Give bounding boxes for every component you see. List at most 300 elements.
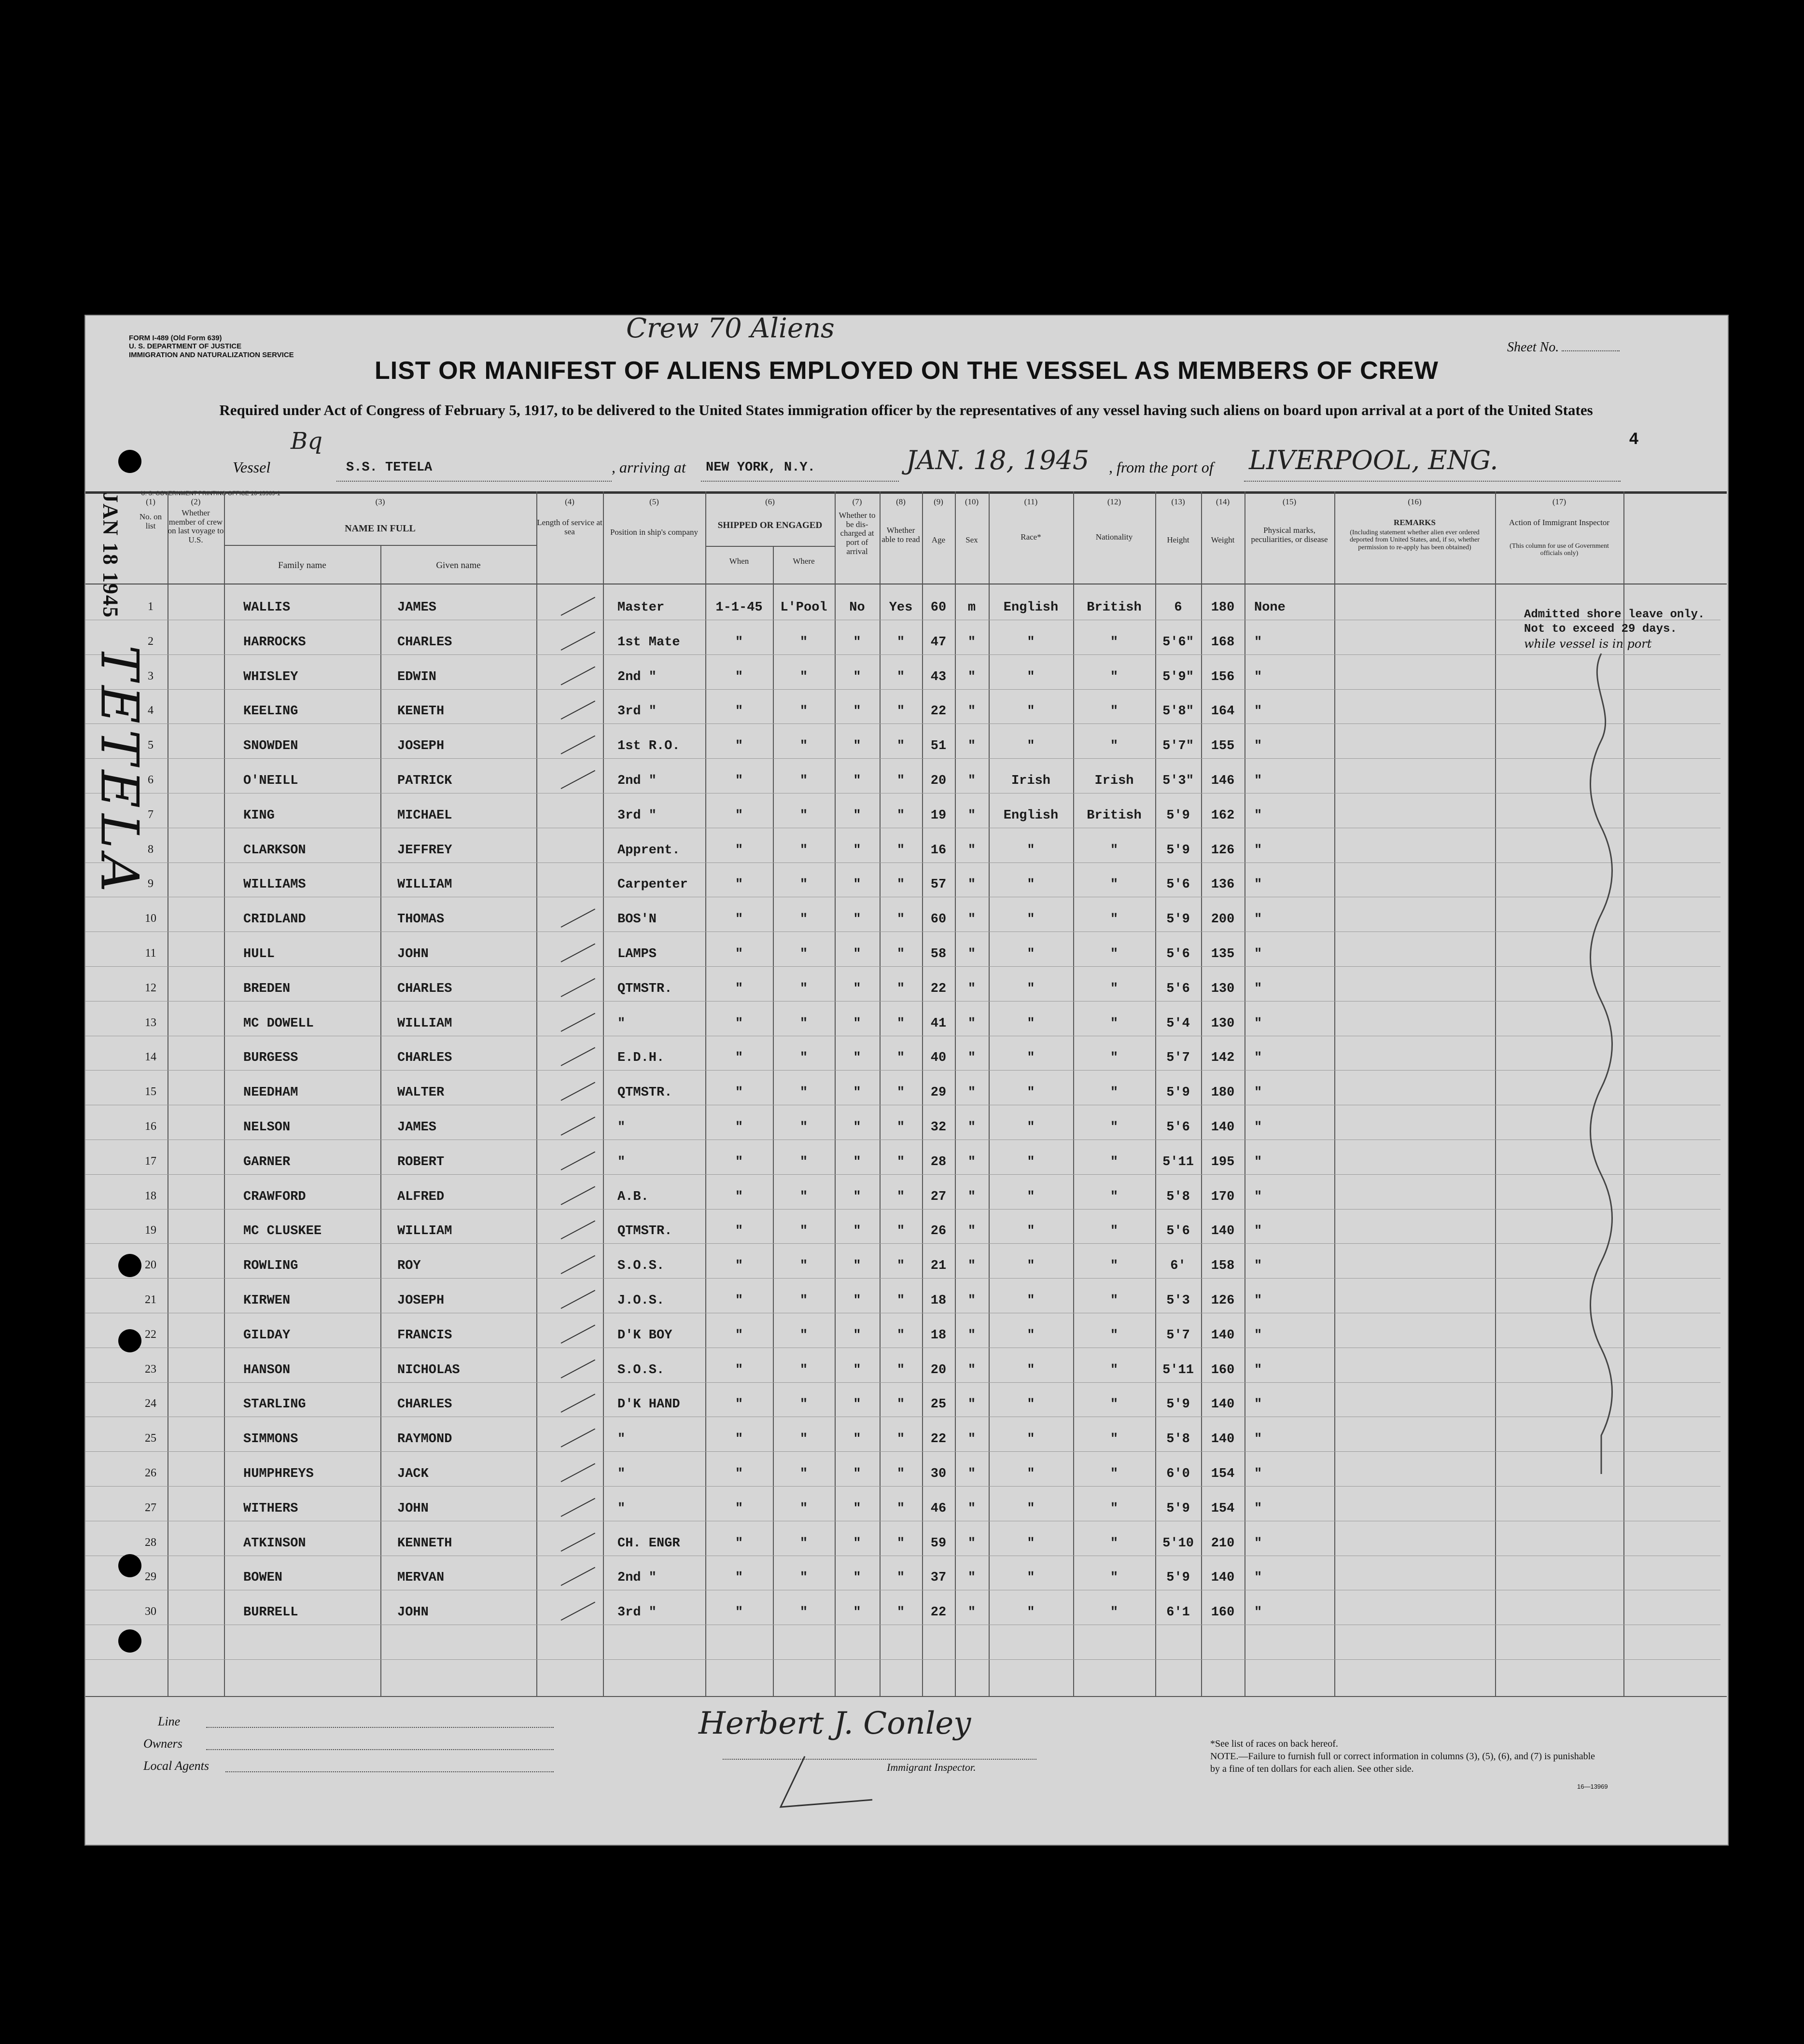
cell-family: SIMMONS	[243, 1432, 298, 1447]
cell-sex: "	[967, 1259, 976, 1274]
cell-age: 22	[930, 1605, 947, 1620]
cell-read: "	[896, 1501, 905, 1516]
failure-note: NOTE.—Failure to furnish full or correct information in columns (3), (5), (6), and (7) is punishable by a fine of ten dollars for each alien. See other side.	[1210, 1751, 1595, 1774]
cell-nat: "	[1110, 704, 1119, 719]
inspector-signature: Herbert J. Conley	[699, 1706, 971, 1741]
print-code: 16—13969	[1577, 1783, 1608, 1790]
cell-position: QTMSTR.	[617, 1085, 672, 1100]
cell-weight: 155	[1211, 739, 1235, 754]
cell-read: "	[896, 1120, 905, 1135]
cell-age: 60	[930, 912, 947, 927]
cell-disch: "	[853, 669, 861, 684]
col-given-name: Given name	[436, 560, 481, 570]
cell-position: 1st R.O.	[617, 739, 680, 754]
column-number: (14)	[1216, 497, 1230, 506]
cell-family: WALLIS	[243, 600, 291, 615]
cell-family: BOWEN	[243, 1571, 283, 1585]
cell-given: KENETH	[397, 704, 445, 719]
cell-when: "	[735, 704, 743, 719]
cell-read: "	[896, 669, 905, 684]
cell-nat: "	[1110, 1259, 1119, 1274]
cell-height: 5'8	[1166, 1432, 1190, 1447]
cell-height: 5'8	[1166, 1189, 1190, 1204]
service: IMMIGRATION AND NATURALIZATION SERVICE	[129, 350, 294, 359]
cell-weight: 135	[1211, 947, 1235, 961]
col-length: Length of service at sea	[537, 518, 602, 536]
cell-marks: "	[1254, 1085, 1262, 1100]
cell-height: 5'9	[1166, 1397, 1190, 1412]
col-sex: Sex	[965, 535, 978, 544]
table-row	[85, 1224, 1623, 1259]
cell-where: L'Pool	[780, 600, 827, 615]
cell-given: JOHN	[397, 1605, 429, 1620]
line-label: Line	[158, 1714, 181, 1728]
cell-weight: 140	[1211, 1120, 1235, 1135]
cell-read: "	[896, 843, 905, 858]
cell-when: "	[735, 1501, 743, 1516]
length-of-service-mark	[561, 597, 596, 616]
cell-race: "	[1027, 1467, 1035, 1481]
cell-age: 22	[930, 981, 947, 996]
cell-position: 3rd "	[617, 808, 657, 823]
cell-race: "	[1027, 1154, 1035, 1169]
cell-nat: "	[1110, 635, 1119, 650]
column-number: (8)	[896, 497, 906, 506]
cell-marks: "	[1254, 1363, 1262, 1377]
form-header	[129, 334, 332, 359]
cell-when: "	[735, 1154, 743, 1169]
vessel-underline	[336, 480, 612, 482]
cell-marks: "	[1254, 774, 1262, 788]
cell-height: 5'3	[1166, 1293, 1190, 1308]
from-port-label: , from the port of	[1109, 459, 1214, 476]
cell-weight: 154	[1211, 1467, 1235, 1481]
cell-where: "	[799, 1154, 808, 1169]
cell-given: JAMES	[397, 1120, 437, 1135]
cell-no: 18	[145, 1189, 156, 1202]
cell-nat: British	[1087, 600, 1142, 615]
cell-sex: "	[967, 1051, 976, 1066]
cell-given: JACK	[397, 1467, 429, 1481]
cell-when: "	[735, 843, 743, 858]
cell-race: English	[1003, 600, 1059, 615]
action-note-line3: while vessel is in port	[1524, 637, 1652, 651]
cell-read: "	[896, 739, 905, 754]
cell-nat: "	[1110, 1501, 1119, 1516]
cell-nat: British	[1087, 808, 1142, 823]
cell-marks: "	[1254, 1328, 1262, 1343]
table-row	[85, 1397, 1623, 1432]
cell-where: "	[799, 1085, 808, 1100]
cell-sex: "	[967, 981, 976, 996]
page-subtitle: Required under Act of Congress of February 5, 1917, to be delivered to the United States immigration officer by the representatives of any vessel having such aliens on board upon arrival at a port of the United States	[219, 402, 1593, 418]
table-row	[85, 739, 1623, 774]
cell-nat: "	[1110, 1467, 1119, 1481]
cell-no: 17	[145, 1154, 156, 1168]
cell-when: "	[735, 1051, 743, 1066]
cell-where: "	[799, 1605, 808, 1620]
cell-read: "	[896, 1397, 905, 1412]
cell-position: 1st Mate	[617, 635, 680, 650]
cell-no: 23	[145, 1363, 156, 1376]
cell-read: "	[896, 947, 905, 961]
cell-read: "	[896, 1189, 905, 1204]
cell-sex: "	[967, 1154, 976, 1169]
cell-weight: 168	[1211, 635, 1235, 650]
col-race: Race*	[1021, 532, 1041, 542]
cell-age: 28	[930, 1154, 947, 1169]
table-row	[85, 947, 1623, 982]
cell-given: CHARLES	[397, 1397, 452, 1412]
cell-position: S.O.S.	[617, 1363, 665, 1377]
cell-given: ROBERT	[397, 1154, 445, 1169]
cell-read: "	[896, 1085, 905, 1100]
cell-when: "	[735, 1328, 743, 1343]
cell-when: "	[735, 1259, 743, 1274]
cell-race: "	[1027, 1259, 1035, 1274]
cell-read: "	[896, 1571, 905, 1585]
cell-age: 29	[930, 1085, 947, 1100]
cell-disch: "	[853, 808, 861, 823]
punch-hole	[118, 1554, 141, 1577]
cell-marks: "	[1254, 635, 1262, 650]
cell-height: 5'7"	[1162, 739, 1194, 754]
cell-position: "	[617, 1467, 626, 1481]
table-row	[85, 1605, 1623, 1640]
col-member: Whether member of crew on last voyage to U.S.	[168, 508, 224, 545]
cell-family: HANSON	[243, 1363, 291, 1377]
cell-race: "	[1027, 912, 1035, 927]
table-top-border	[85, 491, 1727, 494]
cell-given: THOMAS	[397, 912, 445, 927]
signature-line	[723, 1759, 1036, 1760]
cell-race: "	[1027, 1605, 1035, 1620]
cell-disch: "	[853, 1224, 861, 1239]
cell-when: "	[735, 947, 743, 961]
cell-given: MERVAN	[397, 1571, 445, 1585]
cell-position: 3rd "	[617, 704, 657, 719]
table-row	[85, 1293, 1623, 1328]
cell-position: D'K HAND	[617, 1397, 680, 1412]
cell-height: 6'1	[1166, 1605, 1190, 1620]
cell-race: "	[1027, 1016, 1035, 1031]
cell-no: 7	[148, 808, 154, 821]
arriving-label: , arriving at	[612, 459, 686, 476]
cell-race: "	[1027, 1051, 1035, 1066]
cell-position: 2nd "	[617, 774, 657, 788]
cell-age: 46	[930, 1501, 947, 1516]
cell-where: "	[799, 947, 808, 961]
cell-age: 43	[930, 669, 947, 684]
table-row	[85, 982, 1623, 1016]
cell-given: FRANCIS	[397, 1328, 452, 1343]
cell-sex: "	[967, 1467, 976, 1481]
cell-age: 21	[930, 1259, 947, 1274]
col-remarks: REMARKS	[1394, 518, 1436, 527]
cell-when: "	[735, 635, 743, 650]
cell-no: 27	[145, 1501, 156, 1514]
cell-age: 22	[930, 1432, 947, 1447]
col-read: Whether able to read	[881, 526, 920, 544]
col-where: Where	[793, 556, 815, 566]
cell-family: BURGESS	[243, 1051, 298, 1066]
cell-no: 4	[148, 704, 154, 717]
cell-when: "	[735, 1536, 743, 1551]
table-row	[85, 1120, 1623, 1155]
cell-nat: "	[1110, 981, 1119, 996]
cell-nat: "	[1110, 947, 1119, 961]
cell-where: "	[799, 1189, 808, 1204]
cell-family: BURRELL	[243, 1605, 298, 1620]
date-stamp: JAN 18 1945	[98, 492, 123, 619]
cell-sex: "	[967, 1501, 976, 1516]
column-number: (3)	[375, 497, 385, 506]
page-number: 4	[1629, 430, 1638, 448]
cell-sex: "	[967, 808, 976, 823]
cell-where: "	[799, 877, 808, 892]
cell-marks: "	[1254, 669, 1262, 684]
cell-given: WALTER	[397, 1085, 445, 1100]
cell-race: "	[1027, 877, 1035, 892]
cell-position: "	[617, 1154, 626, 1169]
cell-height: 5'6"	[1162, 635, 1194, 650]
cell-nat: "	[1110, 877, 1119, 892]
footer-border	[85, 1696, 1727, 1697]
cell-weight: 200	[1211, 912, 1235, 927]
cell-when: "	[735, 912, 743, 927]
cell-weight: 140	[1211, 1224, 1235, 1239]
cell-read: "	[896, 1224, 905, 1239]
cell-position: LAMPS	[617, 947, 657, 961]
cell-race: "	[1027, 1363, 1035, 1377]
cell-race: "	[1027, 1501, 1035, 1516]
cell-given: JAMES	[397, 600, 437, 615]
cell-family: HARROCKS	[243, 635, 306, 650]
cell-disch: "	[853, 1085, 861, 1100]
cell-position: A.B.	[617, 1189, 649, 1204]
vessel-name: S.S. TETELA	[346, 460, 433, 475]
cell-when: 1-1-45	[715, 600, 763, 615]
cell-where: "	[799, 1432, 808, 1447]
table-row	[85, 877, 1623, 912]
shipped-header-divider	[705, 546, 835, 547]
cell-when: "	[735, 1016, 743, 1031]
cell-family: WHISLEY	[243, 669, 298, 684]
cell-where: "	[799, 808, 808, 823]
cell-weight: 140	[1211, 1432, 1235, 1447]
table-row	[85, 670, 1623, 705]
column-number: (10)	[965, 497, 979, 506]
cell-disch: "	[853, 1605, 861, 1620]
form-code: FORM I-489 (Old Form 639)	[129, 334, 222, 342]
col-family-name: Family name	[278, 560, 326, 570]
cell-where: "	[799, 1051, 808, 1066]
department: U. S. DEPARTMENT OF JUSTICE	[129, 342, 242, 351]
cell-position: J.O.S.	[617, 1293, 665, 1308]
col-name-in-full: NAME IN FULL	[345, 523, 416, 534]
table-row	[85, 912, 1623, 947]
cell-height: 5'6	[1166, 981, 1190, 996]
cell-family: O'NEILL	[243, 774, 298, 788]
cell-no: 14	[145, 1051, 156, 1064]
cell-age: 32	[930, 1120, 947, 1135]
cell-nat: "	[1110, 1051, 1119, 1066]
cell-where: "	[799, 669, 808, 684]
cell-marks: "	[1254, 1259, 1262, 1274]
cell-read: "	[896, 912, 905, 927]
cell-weight: 160	[1211, 1363, 1235, 1377]
cell-weight: 146	[1211, 774, 1235, 788]
cell-when: "	[735, 739, 743, 754]
column-number: (6)	[765, 497, 775, 506]
table-row	[85, 808, 1623, 843]
cell-height: 5'4	[1166, 1016, 1190, 1031]
cell-given: WILLIAM	[397, 1016, 452, 1031]
cell-given: WILLIAM	[397, 1224, 452, 1239]
cell-nat: "	[1110, 1189, 1119, 1204]
cell-when: "	[735, 1363, 743, 1377]
punch-hole	[118, 1629, 141, 1653]
cell-marks: "	[1254, 981, 1262, 996]
cell-height: 5'11	[1162, 1154, 1194, 1169]
cell-sex: "	[967, 635, 976, 650]
cell-family: STARLING	[243, 1397, 306, 1412]
cell-family: BREDEN	[243, 981, 291, 996]
cell-height: 5'9	[1166, 1571, 1190, 1585]
cell-weight: 158	[1211, 1259, 1235, 1274]
cell-nat: "	[1110, 1120, 1119, 1135]
cell-race: "	[1027, 1328, 1035, 1343]
table-row	[85, 1536, 1623, 1571]
arriving-underline	[701, 480, 899, 482]
cell-height: 5'10	[1162, 1536, 1194, 1551]
table-row	[85, 1328, 1623, 1363]
cell-disch: "	[853, 912, 861, 927]
cell-given: CHARLES	[397, 635, 452, 650]
cell-read: "	[896, 1016, 905, 1031]
cell-where: "	[799, 704, 808, 719]
cell-weight: 156	[1211, 669, 1235, 684]
owners-field	[206, 1749, 554, 1750]
vessel-label: Vessel	[233, 459, 271, 476]
table-row	[85, 843, 1623, 878]
cell-weight: 126	[1211, 1293, 1235, 1308]
cell-height: 5'8"	[1162, 704, 1194, 719]
cell-age: 57	[930, 877, 947, 892]
cell-no: 13	[145, 1016, 156, 1029]
cell-marks: "	[1254, 877, 1262, 892]
local-agents-field	[225, 1771, 554, 1772]
line-field	[206, 1727, 554, 1728]
cell-disch: "	[853, 635, 861, 650]
cell-sex: "	[967, 1432, 976, 1447]
cell-nat: "	[1110, 1363, 1119, 1377]
cell-age: 47	[930, 635, 947, 650]
cell-no: 28	[145, 1536, 156, 1549]
manifest-sheet	[84, 315, 1729, 1846]
cell-race: "	[1027, 1085, 1035, 1100]
cell-where: "	[799, 1363, 808, 1377]
cell-family: MC CLUSKEE	[243, 1224, 322, 1239]
cell-family: KEELING	[243, 704, 298, 719]
cell-read: "	[896, 1363, 905, 1377]
cell-when: "	[735, 1085, 743, 1100]
cell-no: 11	[145, 947, 156, 959]
cell-nat: "	[1110, 1154, 1119, 1169]
cell-disch: "	[853, 1571, 861, 1585]
cell-marks: "	[1254, 1051, 1262, 1066]
cell-sex: "	[967, 669, 976, 684]
cell-disch: "	[853, 739, 861, 754]
col-discharged: Whether to be dis-charged at port of arrival	[839, 511, 876, 556]
cell-height: 5'6	[1166, 877, 1190, 892]
cell-where: "	[799, 1293, 808, 1308]
cell-weight: 180	[1211, 1085, 1235, 1100]
cell-given: EDWIN	[397, 669, 437, 684]
cell-no: 8	[148, 843, 154, 856]
cell-weight: 140	[1211, 1571, 1235, 1585]
cell-age: 27	[930, 1189, 947, 1204]
cell-family: ATKINSON	[243, 1536, 306, 1551]
cell-age: 41	[930, 1016, 947, 1031]
cell-race: "	[1027, 947, 1035, 961]
cell-read: "	[896, 1328, 905, 1343]
cell-when: "	[735, 877, 743, 892]
col-height: Height	[1167, 535, 1189, 544]
column-number: (17)	[1552, 497, 1566, 506]
cell-position: Carpenter	[617, 877, 688, 892]
cell-family: SNOWDEN	[243, 739, 298, 754]
col-no-on-list: No. on list	[139, 512, 162, 530]
cell-marks: "	[1254, 1605, 1262, 1620]
ditto-squiggle	[1582, 654, 1621, 1493]
cell-nat: "	[1110, 739, 1119, 754]
cell-age: 20	[930, 1363, 947, 1377]
cell-disch: "	[853, 704, 861, 719]
cell-where: "	[799, 843, 808, 858]
cell-position: Apprent.	[617, 843, 680, 858]
cell-no: 1	[148, 600, 154, 613]
cell-where: "	[799, 1397, 808, 1412]
cell-family: HULL	[243, 947, 275, 961]
col-remarks-sub: (Including statement whether alien ever ordered deported from United States, and, if so, whether permission to re-apply has been obtained)	[1349, 529, 1480, 551]
cell-height: 5'11	[1162, 1363, 1194, 1377]
cell-height: 5'7	[1166, 1328, 1190, 1343]
cell-read: "	[896, 1293, 905, 1308]
cell-age: 37	[930, 1571, 947, 1585]
local-agents-label: Local Agents	[143, 1759, 210, 1773]
cell-sex: "	[967, 1397, 976, 1412]
cell-disch: "	[853, 1397, 861, 1412]
cell-nat: "	[1110, 1224, 1119, 1239]
column-number: (11)	[1024, 497, 1038, 506]
cell-sex: "	[967, 1189, 976, 1204]
cell-weight: 160	[1211, 1605, 1235, 1620]
cell-sex: "	[967, 947, 976, 961]
cell-sex: "	[967, 1605, 976, 1620]
cell-position: "	[617, 1432, 626, 1447]
departure-port-handwritten: LIVERPOOL, ENG.	[1249, 445, 1498, 475]
cell-position: "	[617, 1120, 626, 1135]
cell-no: 9	[148, 877, 154, 890]
cell-marks: "	[1254, 947, 1262, 961]
table-row	[85, 1085, 1623, 1120]
cell-age: 30	[930, 1467, 947, 1481]
cell-position: QTMSTR.	[617, 981, 672, 996]
cell-weight: 162	[1211, 808, 1235, 823]
cell-marks: "	[1254, 843, 1262, 858]
cell-no: 6	[148, 774, 154, 786]
